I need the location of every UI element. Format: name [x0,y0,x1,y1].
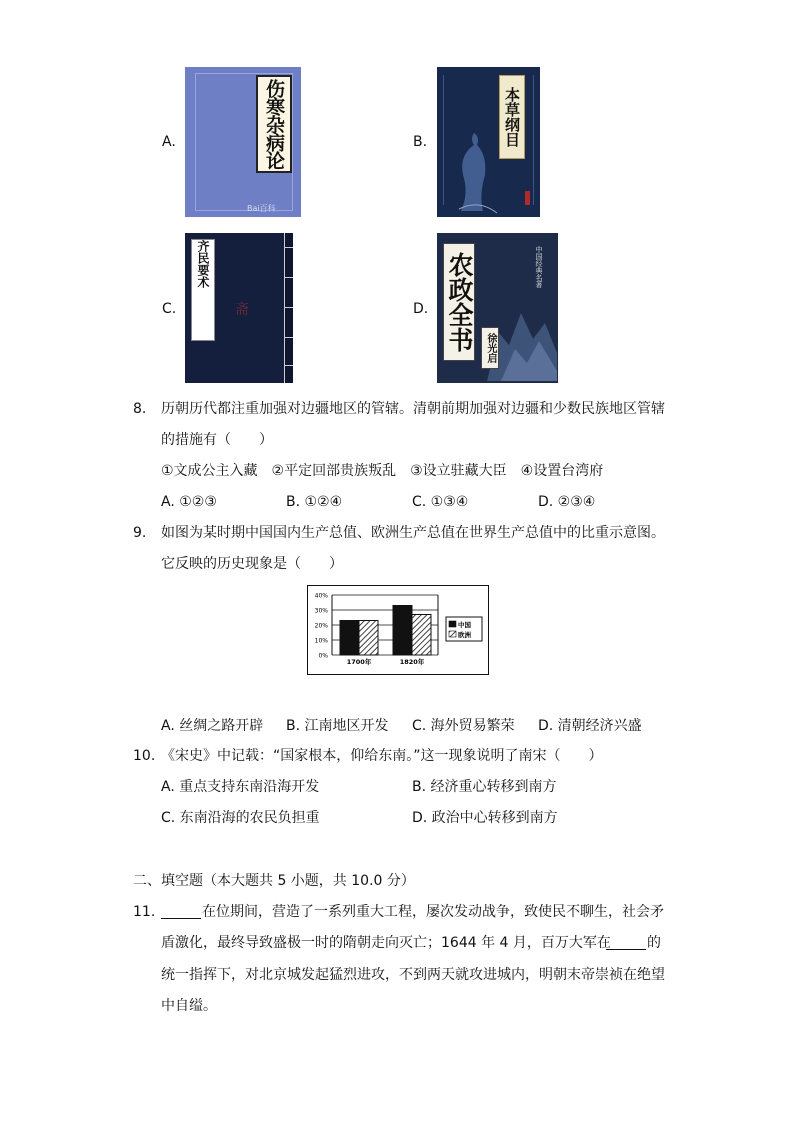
question-11-line-2-end: 的 [647,935,661,951]
question-8-items: ①文成公主入藏 ②平定回部贵族叛乱 ③设立驻藏大臣 ④设置台湾府 [161,463,604,479]
x-tick-label: 1700年 [346,658,372,666]
question-9-stem-2: 它反映的历史现象是（ ） [161,556,343,572]
question-9-choice-c[interactable]: C. 海外贸易繁荣 [412,718,515,734]
question-9-number: 9. [133,525,147,541]
y-tick-label: 30% [314,607,328,615]
question-8-choice-b[interactable]: B. ①②④ [286,494,343,510]
gdp-share-bar-chart [308,586,488,674]
question-11-line-4: 中自缢。 [161,998,217,1014]
option-letter-a: A. [162,134,176,150]
question-9-choice-b[interactable]: B. 江南地区开发 [286,718,389,734]
bar-欧洲-1820年 [412,615,431,656]
cover-series-d: 中国经典名著 [535,246,543,288]
cover-watermark-c: 斋 [235,302,249,318]
book-cover-shanghan [185,67,301,217]
book-cover-nongzheng [437,233,558,383]
book-cover-qimin [185,233,293,383]
figure-illustration-icon [449,129,499,215]
question-11-line-3: 统一指挥下，对北京城发起猛烈进攻，不到两天就攻进城内，明朝末帝崇祯在绝望 [161,967,665,983]
question-10-choice-d[interactable]: D. 政治中心转移到南方 [412,810,558,826]
question-8-number: 8. [133,401,147,417]
question-10-choice-b[interactable]: B. 经济重心转移到南方 [412,779,557,795]
legend-swatch-中国 [449,621,456,627]
question-10-stem: 《宋史》中记载：“国家根本，仰给东南。”这一现象说明了南宋（ ） [161,748,603,764]
question-11-blank-2[interactable] [606,935,646,954]
legend-label-中国: 中国 [458,621,471,629]
option-letter-d: D. [413,301,429,317]
question-11-line-1: 在位期间，营造了一系列重大工程，屡次发动战争，致使民不聊生，社会矛 [202,904,664,920]
question-9-choice-a[interactable]: A. 丝绸之路开辟 [161,718,264,734]
question-11-line-2: 盾激化，最终导致盛极一时的隋朝走向灭亡；1644 年 4 月，百万大军在 [161,935,611,951]
question-8-stem-2: 的措施有（ ） [161,432,273,448]
y-tick-label: 20% [314,622,328,630]
cover-author-d: 徐光启 [481,327,499,369]
legend-swatch-欧洲 [449,631,456,637]
y-tick-label: 0% [318,652,328,660]
cover-title-c: 齐民要术 [191,239,215,341]
bar-中国-1700年 [340,621,359,656]
cover-title-d: 农政全书 [443,243,475,361]
question-8-stem-1: 历朝历代都注重加强对边疆地区的管辖。清朝前期加强对边疆和少数民族地区管辖 [161,401,665,417]
question-11-number: 11. [133,904,156,920]
cover-title-b: 本草纲目 [499,75,525,159]
bar-中国-1820年 [393,606,412,656]
book-cover-bencao [437,67,540,217]
y-tick-label: 10% [314,637,328,645]
option-letter-b: B. [413,134,428,150]
question-9-stem-1: 如图为某时期中国国内生产总值、欧洲生产总值在世界生产总值中的比重示意图。 [161,525,665,541]
legend-label-欧洲: 欧洲 [458,631,471,639]
question-10-choice-c[interactable]: C. 东南沿海的农民负担重 [161,810,320,826]
question-10-choice-a[interactable]: A. 重点支持东南沿海开发 [161,779,320,795]
x-tick-label: 1820年 [399,658,425,666]
cover-watermark-a: Bai百科 [247,204,276,213]
question-8-choice-d[interactable]: D. ②③④ [538,494,596,510]
section-2-heading: 二、填空题（本大题共 5 小题，共 10.0 分） [133,873,415,889]
bar-欧洲-1700年 [359,621,378,656]
question-9-choice-d[interactable]: D. 清朝经济兴盛 [538,718,642,734]
question-11-blank-1[interactable] [161,904,201,923]
question-10-number: 10. [133,748,156,764]
question-8-choice-a[interactable]: A. ①②③ [161,494,217,510]
y-tick-label: 40% [314,592,328,600]
cover-title-a: 伤寒杂病论 [256,75,292,173]
option-letter-c: C. [162,301,177,317]
question-8-choice-c[interactable]: C. ①③④ [412,494,469,510]
chart-frame [307,585,489,675]
